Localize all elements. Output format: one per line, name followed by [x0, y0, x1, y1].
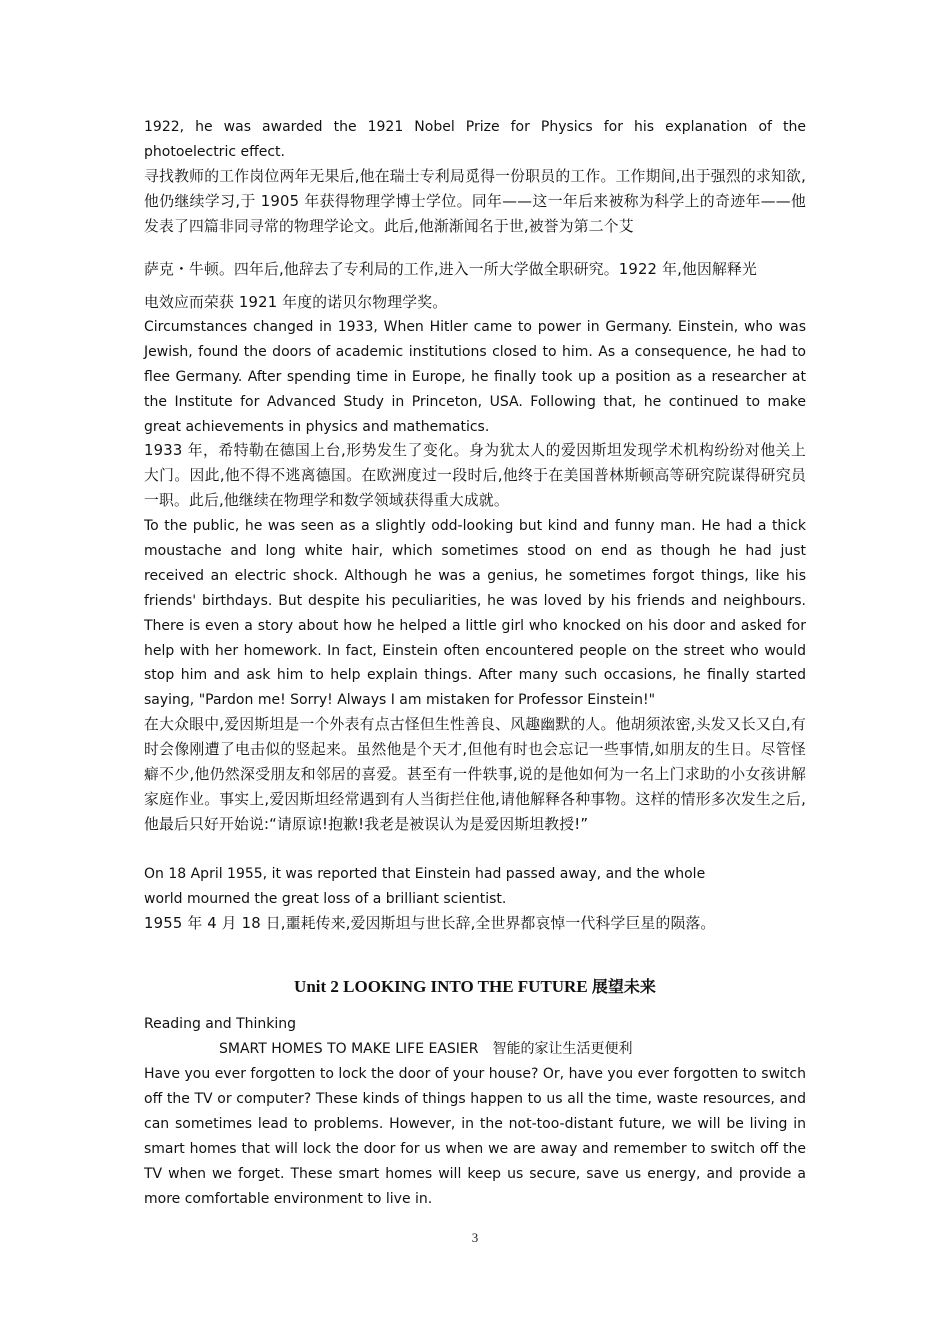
paragraph-1955-en-line1: On 18 April 1955, it was reported that Einstein had passed away, and the whole — [144, 866, 706, 882]
paragraph-public-image-zh: 在大众眼中,爱因斯坦是一个外表有点古怪但生性善良、风趣幽默的人。他胡须浓密,头发又长又白,有时会像刚遭了电击似的竖起来。虽然他是个天才,但他有时也会忘记一些事情,如朋友的生日。尽管怪癖不少,他仍然深受朋友和邻居的喜爱。甚至有一件轶事,说的是他如何为一名上门求助的小女孩讲解家庭作业。事实上,爱因斯坦经常遇到有人当街拦住他,请他解释各种事物。这样的情形多次发生之后,他最后只好开始说:“请原谅!抱歉!我老是被误认为是爱因斯坦教授!” — [144, 716, 806, 833]
paragraph-patent-office-zh: 寻找教师的工作岗位两年无果后,他在瑞士专利局觅得一份职员的工作。工作期间,出于强烈的求知欲,他仍继续学习,于 1905 年获得物理学博士学位。同年——这一年后来被称为科学上的奇迹年——他发表了四篇非同寻常的物理学论文。此后,他渐渐闻名于世,被誉为第二个艾 — [144, 168, 806, 235]
section-label: Reading and Thinking — [144, 1016, 297, 1032]
paragraph-public-image-en: To the public, he was seen as a slightly odd-looking but kind and funny man. He had a thick moustache and long white hair, which sometimes stood on end as though he had just received an electric shock. Although he was a genius, he sometimes forgot things, like his friends' birthdays. But despite his peculiarities, he was loved by his friends and neighbours. There is even a story about how he helped a little girl who knocked on his door and asked for help with her homework. In fact, Einstein often encountered people on the street who would stop him and ask him to help explain things. After many such occasions, he finally started saying, "Pardon me! Sorry! Always I am mistaken for Professor Einstein!" — [144, 518, 806, 709]
paragraph-patent-office-zh-line3: 电效应而荣获 1921 年度的诺贝尔物理学奖。 — [144, 294, 448, 311]
article-title: SMART HOMES TO MAKE LIFE EASIER 智能的家让生活更便利 — [219, 1041, 633, 1057]
paragraph-smart-homes-en: Have you ever forgotten to lock the door of your house? Or, have you ever forgotten to switch off the TV or computer? These kinds of things happen to us all the time, waste resources, and can sometimes lead to problems. However, in the not-too-distant future, we will be living in smart homes that will lock the door for us when we are away and remember to switch off the TV when we forget. These smart homes will keep us secure, save us energy, and provide a more comfortable environment to live in. — [144, 1066, 806, 1207]
unit-heading-zh: 展望未来 — [591, 977, 656, 996]
paragraph-1955-en-line2: world mourned the great loss of a brilliant scientist. — [144, 891, 507, 907]
unit-heading-en: Unit 2 LOOKING INTO THE FUTURE — [294, 977, 588, 996]
paragraph-1933-en: Circumstances changed in 1933, When Hitler came to power in Germany. Einstein, who was Jewish, found the doors of academic institutions closed to him. As a consequence, he had to flee Germany. After spending time in Europe, he finally took up a position as a researcher at the Institute for Advanced Study in Princeton, USA. Following that, he continued to make great achievements in physics and mathematics. — [144, 319, 806, 435]
paragraph-1933-zh: 1933 年，希特勒在德国上台,形势发生了变化。身为犹太人的爱因斯坦发现学术机构纷纷对他关上大门。因此,他不得不逃离德国。在欧洲度过一段时后,他终于在美国普林斯顿高等研究院谋得研究员一职。此后,他继续在物理学和数学领域获得重大成就。 — [144, 442, 806, 509]
unit-heading — [144, 974, 806, 997]
page-number: 3 — [471, 1230, 479, 1245]
paragraph-patent-office-zh-line2: 萨克・牛顿。四年后,他辞去了专利局的工作,进入一所大学做全职研究。1922 年,他因解释光 — [144, 261, 757, 278]
paragraph-1955-zh: 1955 年 4 月 18 日,噩耗传来,爱因斯坦与世长辞,全世界都哀悼一代科学巨星的陨落。 — [144, 915, 716, 932]
paragraph-nobel-en: 1922, he was awarded the 1921 Nobel Prize for Physics for his explanation of the photoelectric effect. — [144, 119, 806, 160]
